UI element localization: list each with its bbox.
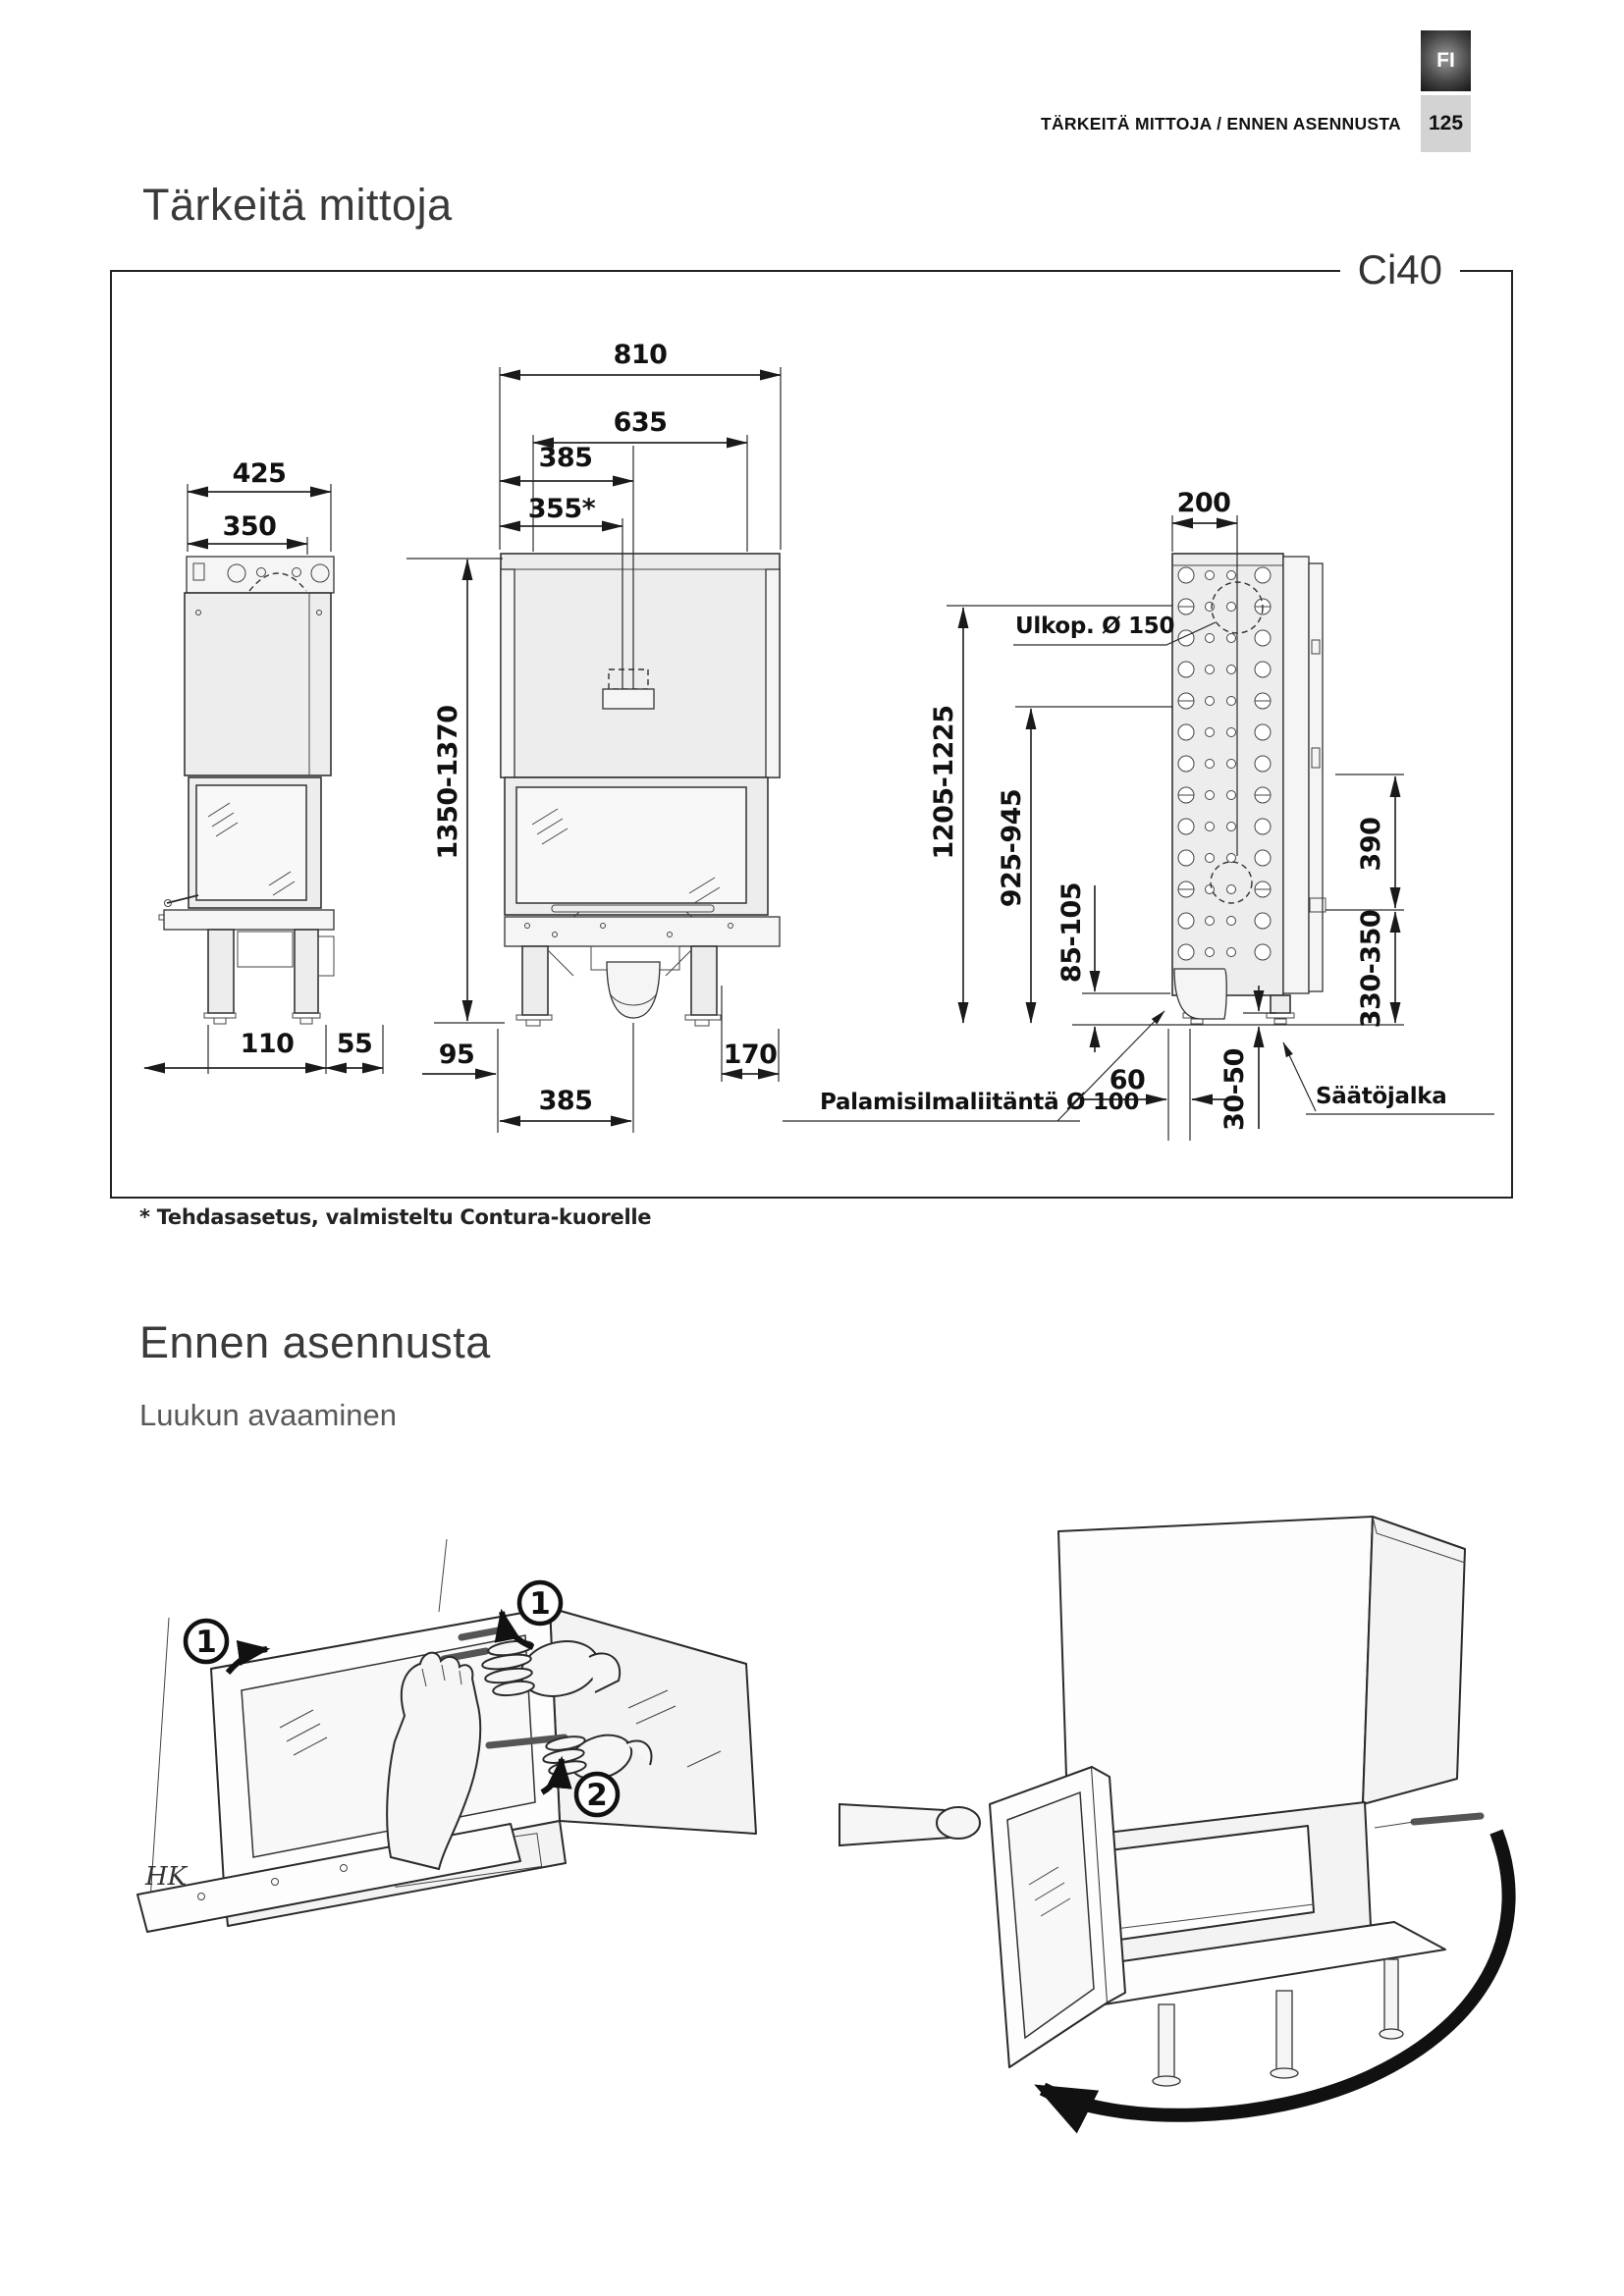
svg-text:635: 635 (613, 407, 668, 438)
svg-text:390: 390 (1356, 817, 1386, 872)
dim-330-350 (1356, 910, 1395, 1028)
dim-55 (326, 1025, 383, 1074)
language-tab-label: FI (1436, 49, 1455, 72)
dim-350 (188, 511, 307, 555)
door-opening-illustrations (0, 1414, 1624, 2296)
dim-1205-1225 (929, 606, 1175, 1023)
svg-text:810: 810 (613, 340, 668, 370)
page-title: Tärkeitä mittoja (142, 180, 453, 230)
front-view (501, 554, 780, 1026)
section-title: Ennen asennusta (139, 1317, 491, 1367)
svg-text:425: 425 (232, 458, 287, 489)
svg-text:330-350: 330-350 (1356, 909, 1386, 1029)
svg-text:Säätöjalka: Säätöjalka (1316, 1084, 1447, 1109)
svg-text:Palamisilmaliitäntä Ø 100: Palamisilmaliitäntä Ø 100 (820, 1090, 1140, 1115)
dimension-figure-box (110, 246, 1513, 1199)
dim-85-105 (1056, 882, 1170, 1052)
svg-text:85-105: 85-105 (1056, 881, 1087, 984)
dimension-drawing (112, 272, 1511, 1197)
svg-text:355*: 355* (527, 494, 596, 524)
figure-footnote: * Tehdasasetus, valmisteltu Contura-kuorelle (139, 1205, 652, 1229)
dim-635 (533, 407, 747, 552)
page-number-badge (1421, 95, 1471, 152)
svg-text:55: 55 (336, 1029, 373, 1059)
svg-text:110: 110 (240, 1029, 295, 1059)
svg-text:385: 385 (538, 1086, 593, 1116)
dim-30-50 (1219, 986, 1276, 1131)
dim-95 (422, 1029, 498, 1133)
svg-text:925-945: 925-945 (997, 788, 1027, 908)
illustration-unlatch (137, 1539, 756, 1932)
svg-text:200: 200 (1176, 488, 1231, 518)
section-subtitle: Luukun avaaminen (139, 1398, 397, 1432)
svg-text:1350-1370: 1350-1370 (433, 705, 463, 860)
dim-1350-1370 (406, 559, 505, 1023)
model-label: Ci40 (1340, 242, 1460, 297)
illustration-door-open (839, 1517, 1509, 2115)
dim-390 (1326, 774, 1404, 910)
svg-text:30-50: 30-50 (1219, 1048, 1250, 1131)
step-1-left: 1 (195, 1625, 217, 1660)
svg-text:Ulkop. Ø 150: Ulkop. Ø 150 (1015, 614, 1175, 639)
label-combustion-air (783, 1011, 1164, 1121)
svg-text:60: 60 (1109, 1065, 1146, 1095)
svg-text:385: 385 (538, 443, 593, 473)
left-view (159, 557, 334, 1024)
dim-385-bottom (500, 1023, 633, 1133)
step-1-right: 1 (529, 1586, 551, 1622)
svg-text:350: 350 (222, 511, 277, 542)
dim-110 (144, 1025, 326, 1074)
dim-170 (722, 986, 779, 1082)
page-number: 125 (1428, 112, 1464, 134)
step-2: 2 (586, 1778, 608, 1813)
svg-text:170: 170 (723, 1040, 778, 1070)
language-tab (1421, 30, 1471, 91)
illustrator-signature: HK (145, 1862, 188, 1892)
label-adjustable-foot (1283, 1042, 1494, 1114)
running-header: TÄRKEITÄ MITTOJA / ENNEN ASENNUSTA (1040, 114, 1401, 133)
svg-text:95: 95 (438, 1040, 475, 1070)
dim-60 (1080, 1029, 1225, 1141)
svg-text:1205-1225: 1205-1225 (929, 705, 959, 860)
